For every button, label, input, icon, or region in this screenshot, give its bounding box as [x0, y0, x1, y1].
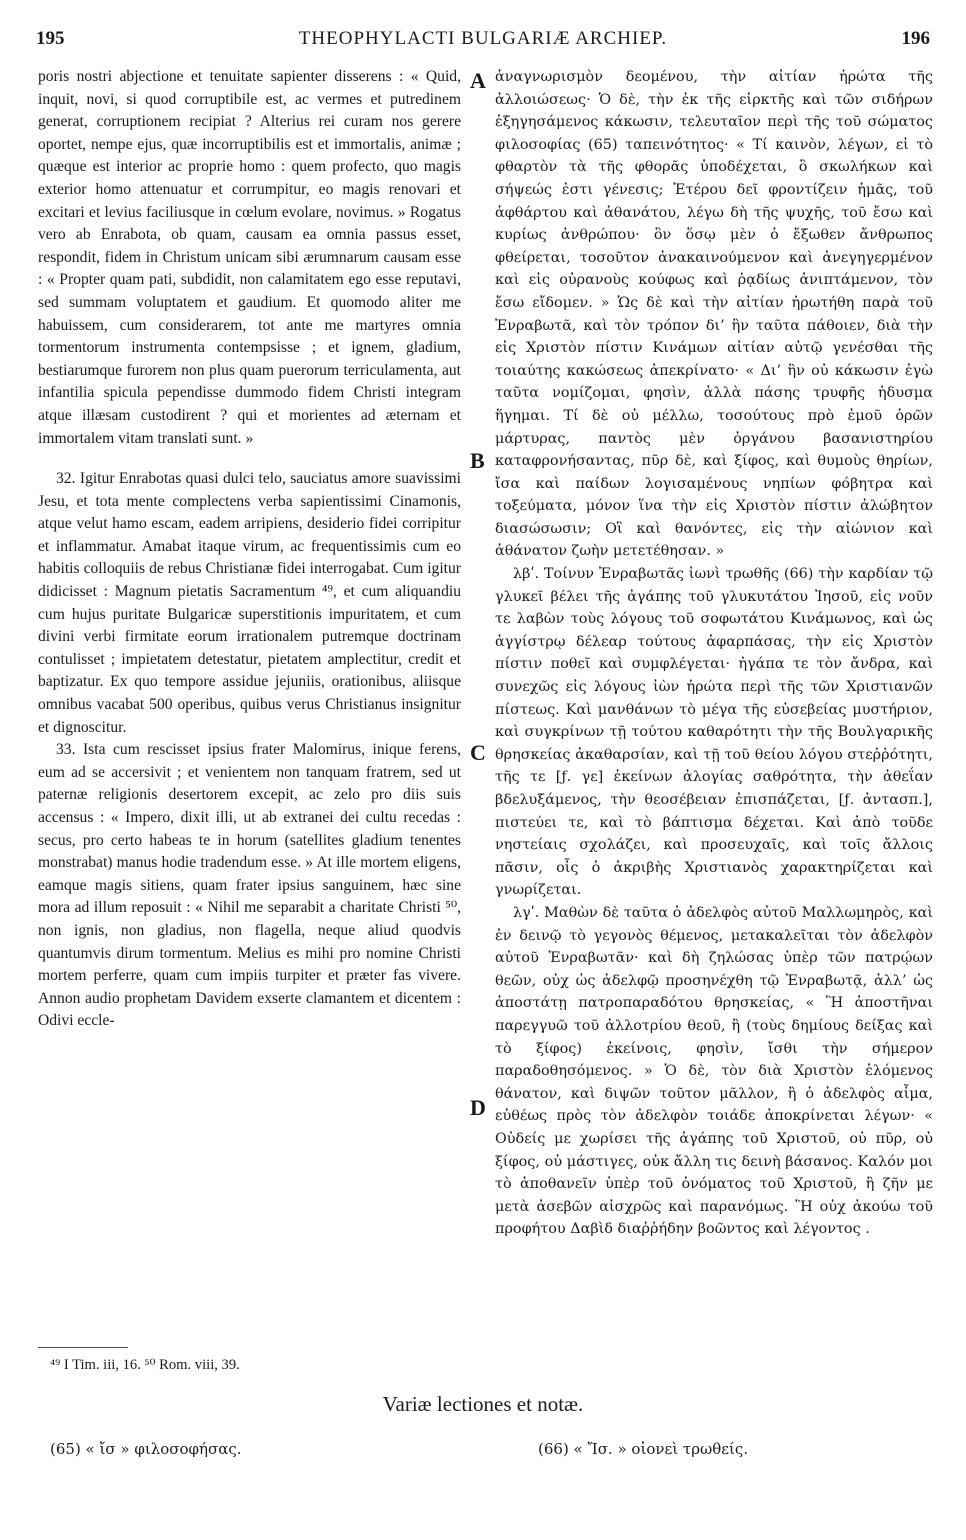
- latin-paragraph-1: poris nostri abjectione et tenuitate sapienter disserens : « Quid, inquit, novi, si quod corruptibile est, ac vermes et putredinem generat, corruptionem recipiat ? Alterius rei curam nos gerere oportet, nempe ejus, quæ incorruptibilis est et immortalis, animæ ; quæque est interior ac proprie homo : quem profecto, quo magis exterior homo attenuatur et corrumpitur, eo magis renovari et excitari et levius faciliusque in cœlum evolare, novimus. » Rogatus vero ab Enrabota, ob quam, causam ea omnia passus esset, respondit, fidem in Christum unicam sibi ærumnarum causam esse : « Propter quam pati, subdidit, non calamitatem ego esse reputavi, sed summam voluptatem et gaudium. Et quomodo aliter me habuissem, cum considerarem, tot ante me martyres omnia tormentorum instrumenta contempsisse ; et ignem, gladium, bestiarumque furorem non plus quam puerorum terriculamenta, aut infantilia spicula pependisse dummodo fidem Christi integram atque illæsam custodirent ? qui et morientes ad æternam et immortalem vitam translati sunt. »: [38, 68, 461, 447]
- latin-paragraph-33: 33. Ista cum rescisset ipsius frater Malomirus, inique ferens, eum ad se accersivit ; et venientem non tanquam fratrem, sed ut paternæ religionis desertorem excepit, ac zelo pro diis suis accensus : « Impero, dixit illi, ut ab extranei dei cultu recedas : secus, pro certo habeas te in horum (satellites gladium tenentes monstrabat) manus hodie tradendum esse. » At ille mortem eligens, eamque magis sitiens, quam frater ipsius sanguinem, hæc sine mora ad illum reposuit : « Nihil me separabit a charitate Christi ⁵⁰, non ignis, non gladius, non flagella, neque aliud quodvis quantumvis dirum tormentum. Melius es mihi pro nomine Christi mortem perferre, quam cum impiis turpiter et præter fas vivere. Annon audio prophetam Davidem exserte clamantem et dicentem : Odivi eccle-: [38, 741, 461, 1030]
- notes-section-title: Variæ lectiones et notæ.: [382, 1392, 584, 1416]
- greek-column: [495, 66, 933, 1241]
- greek-paragraph-33: λγʹ. Μαθὼν δὲ ταῦτα ὁ ἀδελφὸς αὐτοῦ Μαλλωμηρὸς, καὶ ἐν δεινῷ τὸ γεγονὸς θέμενος, μετακαλεῖται τὸν ἀδελφὸν αὐτοῦ Ἐνραβωτᾶν· καὶ δὴ ζηλώσας ὑπὲρ τῶν πατρῴων θεῶν, οὐχ ὡς ἀδελφῷ προσηνέχθη τῷ Ἐνραβωτᾷ, ἀλλ’ ὡς ἀποστάτῃ πατροπαραδότου θρησκείας, « Ἢ ἀποστῆναι παρεγγυῶ τοῦ ἀλλοτρίου θεοῦ, ἢ (τοὺς δημίους δείξας καὶ τὸ ξίφος) ἐκείνοις, φησὶν, ἴσθι τὴν σήμερον παραδοθησόμενος. » Ὁ δὲ, τὸν διὰ Χριστὸν ἑλόμενος θάνατον, καὶ διψῶν τοῦτον μᾶλλον, ἢ ὁ ἀδελφὸς αἷμα, εὐθέως πρὸς τὸν ἀδελφὸν τοιάδε ἀποκρίνεται λέγων· « Οὐδείς με χωρίσει τῆς ἀγάπης τοῦ Χριστοῦ, οὐ πῦρ, οὐ ξίφος, οὐ μάστιγες, οὐκ ἄλλη τις δεινὴ βάσανος. Καλόν μοι τὸ ἀποθανεῖν ὑπὲρ τοῦ ὀνόματος τοῦ Χριστοῦ, ἢ ζῆν με μετὰ ἀσεβῶν αἰσχρῶς καὶ παρανόμως. Ἢ οὐχ ἀκούω τοῦ προφήτου Δαβὶδ διαῤῥήδην βοῶντος καὶ λέγοντος .: [495, 904, 933, 1238]
- running-title: THEOPHYLACTI BULGARIÆ ARCHIEP.: [298, 28, 668, 49]
- greek-paragraph-1: ἀναγνωρισμὸν δεομένου, τὴν αἰτίαν ἠρώτα τῆς ἀλλοιώσεως· Ὁ δὲ, τὴν ἐκ τῆς εἱρκτῆς καὶ τῶν σιδήρων ἐξηγησάμενος κάκωσιν, τελευταῖον περὶ τῆς τοῦ σώματος φιλοσοφίας (65) ταπεινότητος· « Τί καινὸν, λέγων, εἰ τὸ φθαρτὸν τὰ τῆς φθορᾶς ὑποδέχεται, ὃ σκωλήκων καὶ σήψεώς ἐστι γένεσις; Ἑτέρου δεῖ φροντίζειν ἡμᾶς, τοῦ ἀφθάρτου καὶ ἀθανάτου, λέγω δὴ τῆς ψυχῆς, τοῦ ἔσω καὶ κυρίως ἀνθρώπου· ὃν ὅσῳ μὲν ὁ ἔξωθεν ἄνθρωπος φθείρεται, τοσοῦτον ἀνακαινούμενον καὶ ἀνεγηγερμένον καὶ εἰς οὐρανοὺς κούφως καὶ ῥᾳδίως ἀνιπτάμενον, τὸν ἔσω εἴδομεν. » Ὡς δὲ καὶ τὴν αἰτίαν ἠρωτήθη παρὰ τοῦ Ἐνραβωτᾶ, καὶ τὸν τρόπον δι’ ἣν ταῦτα πάθοιεν, διὰ τὴν εἰς Χριστὸν πίστιν Κινάμων αἰτίαν αὐτῷ γενέσθαι τῆς τοιαύτης κακώσεως ἀπεκρίνατο· « Δι’ ἣν οὐ κάκωσιν ἐγὼ ταῦτα νομίζομαι, φησὶν, ἀλλὰ πάσης τρυφῆς ἡδυσμα ἥγημαι. Τί δὲ οὐ μέλλω, τοσούτους πρὸ ἐμοῦ ὁρῶν μάρτυρας, παντὸς μὲν ὀργάνου βασανιστηρίου καταφρονήσαντας, πῦρ δὲ, καὶ ξίφος, καὶ θυμοὺς θηρίων, ἴσα καὶ παίδων λογισαμένους νηπίων φόβητρα καὶ τοξεύματα, μόνον ἵνα τὴν εἰς Χριστὸν πίστιν ἀλώβητον διασώσωσιν; Οἳ καὶ θανόντες, εἰς τὴν αἰώνιον καὶ ἀθάνατον ζωὴν μετετέθησαν. »: [495, 69, 933, 560]
- latin-column: [38, 66, 461, 1033]
- footnote-rule: [38, 1347, 128, 1348]
- page-number-left: 195: [36, 28, 65, 49]
- margin-marker-b: B: [470, 448, 485, 473]
- margin-marker-d: D: [470, 1095, 486, 1120]
- greek-paragraph-32: λβʹ. Τοίνυν Ἐνραβωτᾶς ἰωνὶ τρωθῆς (66) τὴν καρδίαν τῷ γλυκεῖ βέλει τῆς ἀγάπης τοῦ γλυκυτάτου Ἰησοῦ, εἰς νοῦν τε λαβὼν τοὺς λόγους τοῦ σοφωτάτου Κινάμωνος, καὶ ὡς ἀγγίστρῳ δέλεαρ τούτους ἁφαρπάσας, τὴν εἰς Χριστὸν πίστιν ποθεῖ καὶ συμφλέγεται· ἠγάπα τε τὸν ἄνδρα, καὶ συνεχῶς εἰς λόγους ἰὼν ἠρώτα περὶ τῆς τῶν Χριστιανῶν πίστεως. Καὶ μανθάνων τὸ μέγα τῆς εὐσεβείας μυστήριον, καὶ συγκρίνων τῇ τούτου καθαρότητι τὴν τῆς Βουλγαρικῆς θρησκείας ἀκαθαρσίαν, καὶ τῇ τοῦ θείου λόγου στεῤῥότητι, τῆς τε [ƒ. γε] ἐκείνων ἀλογίας σαθρότητα, τὴν ἀθεΐαν βδελυξάμενος, τὴν θεοσέβειαν ἐπισπάζεται, [ƒ. ἀντασπ.], πιστεύει τε, καὶ τὸ βάπτισμα δέχεται. Καὶ ἀπὸ τοῦδε νηστείαις σχολάζει, καὶ προσευχαῖς, καὶ τοῖς ἄλλοις πᾶσιν, οἷς ὁ ἀκριβὴς Χριστιανὸς χαρακτηρίζεται καὶ γνωρίζεται.: [495, 566, 933, 899]
- footnotes: ⁴⁹ I Tim. iii, 16. ⁵⁰ Rom. viii, 39.: [50, 1357, 240, 1373]
- latin-paragraph-32: 32. Igitur Enrabotas quasi dulci telo, sauciatus amore suavissimi Jesu, et tota mente complectens verba sapientissimi Cinamonis, atque velut hamo escam, eadem arripiens, desiderio fidei corripitur et inflammatur. Amabat itaque virum, ac frequentissimis cum eo habitis colloquiis de rebus Christianæ fidei interrogabat. Cum igitur didicisset : Magnum pietatis Sacramentum ⁴⁹, et cum aliquandiu cum hujus puritate Bulgaricæ superstitionis impuritatem, et cum divini verbi firmitate eorum irrationalem putremque doctrinam contulisset ; impietatem detestatur, pietatem amplectitur, credit et baptizatur. Ex quo tempore assidue jejuniis, orationibus, aliisque omnibus vacabat 500 operibus, quibus verus Christianus insignitur et dignoscitur.: [38, 470, 461, 736]
- variant-note-65: (65) « ἴσ » φιλοσοφήσας.: [50, 1440, 242, 1458]
- margin-marker-a: A: [470, 68, 486, 93]
- running-header: [36, 28, 930, 62]
- page-number-right: 196: [901, 28, 930, 49]
- margin-marker-c: C: [470, 740, 486, 765]
- variant-note-66: (66) « Ἴσ. » οἱονεὶ τρωθείς.: [538, 1440, 749, 1458]
